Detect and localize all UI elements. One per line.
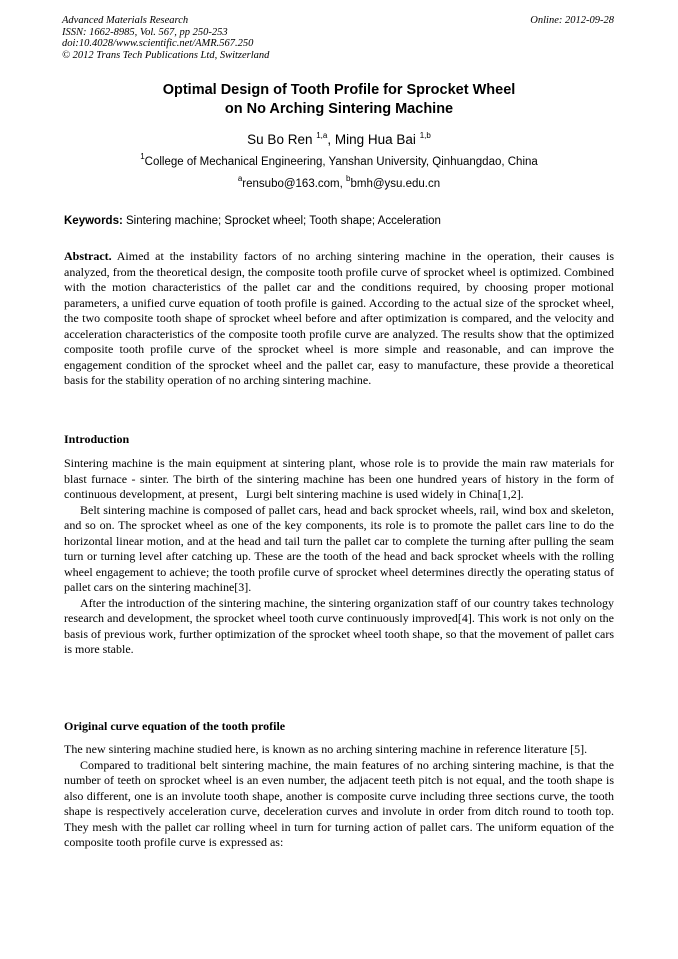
title-line-2: on No Arching Sintering Machine bbox=[224, 101, 454, 117]
journal-name: Advanced Materials Research bbox=[62, 15, 189, 26]
author-list bbox=[64, 131, 614, 149]
abstract bbox=[64, 249, 614, 389]
intro-paragraph-3: After the introduction of the sintering machine, the sintering organization staff of our country takes technology research and development, the sprocket wheel tooth curve continuously improved[4]. This work is not only on the basis of previous work, further optimization of the sprocket wheel tooth shape, so that the movement of pallet cars is more stable. bbox=[64, 595, 614, 656]
email-b-marker: b bbox=[346, 174, 351, 184]
email-a: rensubo@163.com, bbox=[242, 178, 347, 190]
author-separator: , bbox=[327, 132, 335, 147]
keywords bbox=[64, 214, 614, 229]
affiliation bbox=[64, 152, 614, 170]
online-date: Online: 2012-09-28 bbox=[530, 15, 614, 26]
keywords-label: Keywords: bbox=[64, 215, 123, 227]
title-line-1: Optimal Design of Tooth Profile for Sprocket Wheel bbox=[162, 82, 516, 98]
intro-paragraph-2: Belt sintering machine is composed of pallet cars, head and back sprocket wheels, rail, wind box and skeleton, and so on. The sprocket wheel as one of the key components, its role is to promote the pallet cars line to do the horizontal linear motion, and at the head and tail turn the pallet car to complete the turning after pulling the seam turn or turning level after catching up. These are the tooth of the head and back sprocket wheels with the rolling wheel engagement to achieve; the tooth profile curve of sprocket wheel determines directly the operating status of pallet cars on the sintering machine[3]. bbox=[64, 502, 614, 594]
journal-header bbox=[62, 15, 482, 61]
abstract-label: Abstract. bbox=[64, 249, 112, 263]
author-1-affil: 1,a bbox=[316, 130, 328, 140]
introduction-heading: Introduction bbox=[64, 432, 130, 446]
paper-title bbox=[64, 81, 614, 119]
author-2-affil: 1,b bbox=[419, 130, 431, 140]
doi-line: doi:10.4028/www.scientific.net/AMR.567.250 bbox=[62, 38, 254, 49]
abstract-text: Aimed at the instability factors of no arching sintering machine in the operation, their causes is analyzed, from the theoretical design, the composite tooth profile curve of sprocket wheel is optimized. Combined with the motion characteristics of the pallet car and the conditions required, by choosing proper motional parameters, a unified curve equation of tooth profile is gained. According to the actual size of the sprocket wheel, the two composite tooth shape of sprocket wheel before and after optimization is compared, and the velocity and acceleration characteristics of the composite tooth profile curve are analyzed. The results show that the optimized composite tooth profile curve of the sprocket wheel is more simple and reasonable, and can improve the engagement condition of the sprocket wheel and the pallet car, easy to manufacture, these provide a theoretical basis for the stability operation of no arching sintering machine. bbox=[64, 249, 614, 387]
author-2-name: Ming Hua Bai bbox=[334, 132, 416, 147]
email-b: bmh@ysu.edu.cn bbox=[350, 178, 441, 190]
keywords-text: Sintering machine; Sprocket wheel; Tooth shape; Acceleration bbox=[122, 215, 441, 227]
orig-paragraph-1: The new sintering machine studied here, is known as no arching sintering machine in reference literature [5]. bbox=[64, 742, 588, 756]
intro-paragraph-1: Sintering machine is the main equipment at sintering plant, whose role is to provide the main raw materials for blast furnace - sinter. The birth of the sintering machine has been one hundred years of history in the form of continuous development, at present，Lurgi belt sintering machine is used widely in China[1,2]. bbox=[64, 456, 614, 501]
affiliation-text: College of Mechanical Engineering, Yanshan University, Qinhuangdao, China bbox=[144, 156, 538, 168]
introduction-section bbox=[64, 456, 614, 658]
original-curve-heading: Original curve equation of the tooth profile bbox=[64, 719, 286, 733]
email-a-marker: a bbox=[237, 174, 243, 184]
author-emails bbox=[64, 174, 614, 192]
copyright-line: © 2012 Trans Tech Publications Ltd, Switzerland bbox=[62, 49, 270, 61]
original-curve-section bbox=[64, 742, 614, 851]
issn-line: ISSN: 1662-8985, Vol. 567, pp 250-253 bbox=[62, 26, 228, 38]
author-1-name: Su Bo Ren bbox=[247, 132, 313, 147]
orig-paragraph-2: Compared to traditional belt sintering machine, the main features of no arching sintering machine, is that the number of teeth on sprocket wheel is an even number, the adjacent teeth pitch is not equal, and the tooth shape is also different, one is an involute tooth shape, another is composite curve including three sections curve, the tooth shape is respectively acceleration curve, deceleration curves and involute in order from ditch round to tooth top. They mesh with the pallet car rolling wheel in turn for turning action of pallet cars. The uniform equation of the composite tooth profile curve is expressed as: bbox=[64, 757, 614, 849]
affiliation-marker: 1 bbox=[140, 152, 145, 162]
